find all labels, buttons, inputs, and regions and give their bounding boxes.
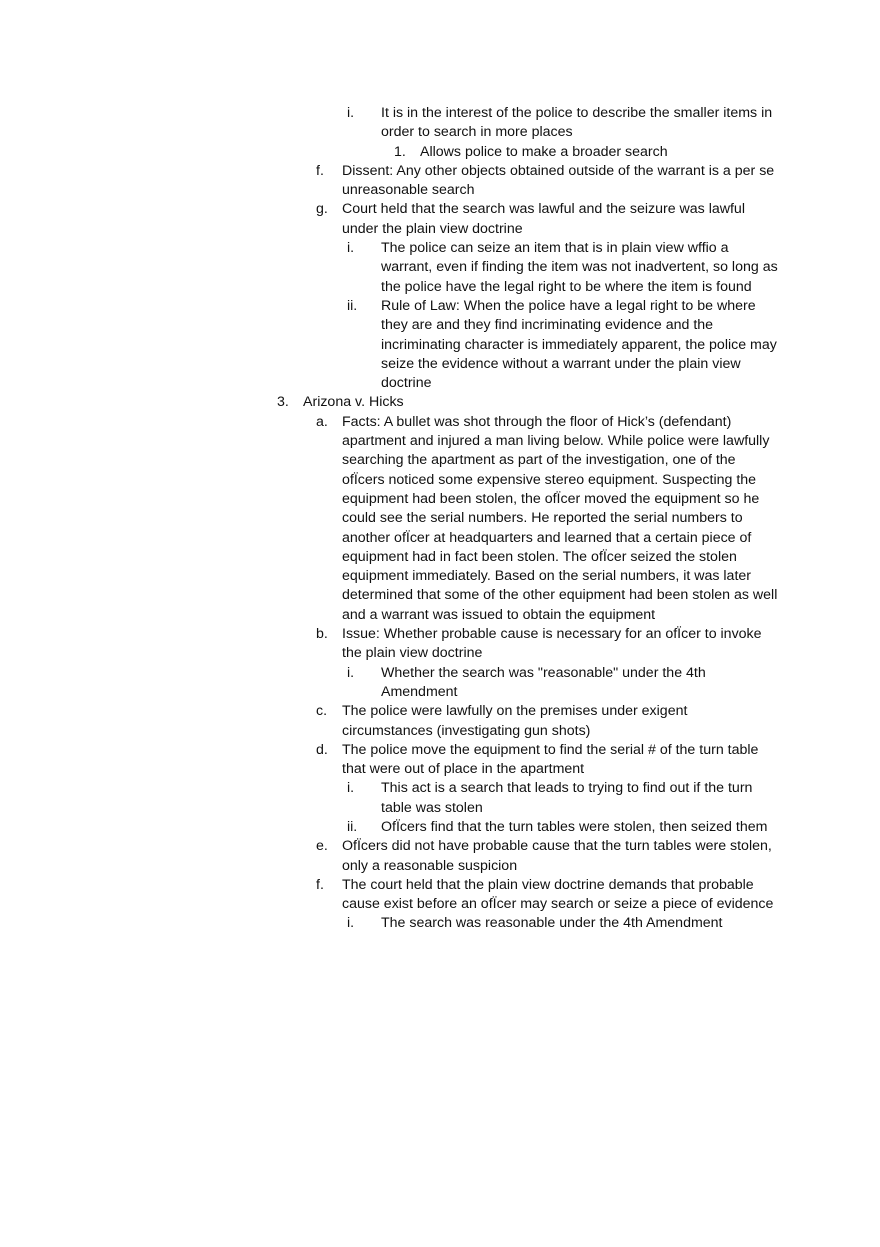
list-text: Allows police to make a broader search: [420, 143, 668, 160]
list-marker: i.: [347, 780, 355, 797]
list-marker: d.: [316, 741, 328, 758]
list-marker: i.: [347, 664, 355, 681]
list-marker: 1.: [394, 143, 406, 160]
list-text: Whether the search was "reasonable" under the 4th Amendment: [381, 664, 706, 700]
list-text: The search was reasonable under the 4th Amendment: [381, 915, 723, 932]
list-item: [0, 818, 779, 837]
list-item: [0, 664, 779, 703]
outline-list: [0, 104, 880, 934]
list-marker: c.: [316, 703, 328, 720]
list-marker: g.: [316, 201, 328, 218]
list-marker: f.: [316, 876, 324, 893]
list-text: This act is a search that leads to trying to find out if the turn table was stolen: [381, 780, 753, 816]
list-text: OfÏcers find that the turn tables were stolen, then seized them: [381, 818, 768, 835]
list-text: The police can seize an item that is in plain view wffio a warrant, even if finding the item was not inadvertent, so long as the police have the legal right to be where the item is found: [381, 240, 778, 295]
list-marker: i.: [347, 240, 355, 257]
case-heading: [0, 393, 773, 412]
list-item: [0, 162, 778, 201]
list-item: [0, 239, 779, 297]
list-marker: i.: [347, 105, 355, 121]
list-marker: e.: [316, 838, 328, 855]
list-text: Dissent: Any other objects obtained outside of the warrant is a per se unreasonable search: [342, 162, 775, 199]
list-marker: ii.: [347, 297, 358, 314]
list-marker: b.: [316, 626, 328, 643]
list-item: [0, 837, 778, 876]
list-text: Rule of Law: When the police have a legal right to be where they are and they find incriminating evidence and the incriminating character is immediately apparent, the police may seize the evidence without a warrant under the plain view doctrine: [381, 297, 777, 392]
list-item: [0, 625, 778, 664]
list-item: [0, 741, 778, 780]
list-marker: i.: [347, 915, 355, 932]
list-marker: 3.: [277, 394, 289, 411]
list-text: It is in the interest of the police to describe the smaller items in order to search in more places: [381, 105, 773, 141]
list-item: [0, 143, 780, 162]
list-text: The court held that the plain view doctrine demands that probable cause exist before an ofÏcer may search or seize a piece of evidence: [342, 876, 774, 913]
list-item: [0, 297, 779, 393]
list-marker: a.: [316, 413, 328, 430]
list-text: The police were lawfully on the premises under exigent circumstances (investigating gun shots): [342, 703, 688, 739]
list-item: [0, 779, 779, 818]
list-text: Court held that the search was lawful and the seizure was lawful under the plain view doctrine: [342, 201, 745, 237]
case-title: Arizona v. Hicks: [303, 394, 404, 411]
list-item: [0, 702, 778, 741]
list-item: [0, 876, 778, 915]
list-text: OfÏcers did not have probable cause that the turn tables were stolen, only a reasonable suspicion: [342, 838, 772, 874]
list-item: [0, 200, 778, 239]
list-item: [0, 914, 779, 933]
list-text: Issue: Whether probable cause is necessary for an ofÏcer to invoke the plain view doctrine: [342, 626, 762, 662]
list-text: The police move the equipment to find the serial # of the turn table that were out of place in the apartment: [342, 741, 759, 778]
list-marker: f.: [316, 162, 324, 179]
list-marker: ii.: [347, 818, 358, 835]
list-text: Facts: A bullet was shot through the floor of Hick’s (defendant) apartment and injured a man living below. While police were lawfully searching the apartment as part of the investigation, one of the ofÏcers noticed some expensive stereo equipment. Suspecting the equipment had been stolen, the ofÏcer moved the equipment so he could see the serial numbers. He reported the serial numbers to another ofÏcer at headquarters and learned that a certain piece of equipment had in fact been stolen. The ofÏcer seized the stolen equipment immediately. Based on the serial numbers, it was later determined that some of the other equipment had been stolen as well and a warrant was issued to obtain the equipment: [342, 413, 778, 623]
list-item: [0, 413, 778, 625]
list-item: [0, 104, 779, 143]
